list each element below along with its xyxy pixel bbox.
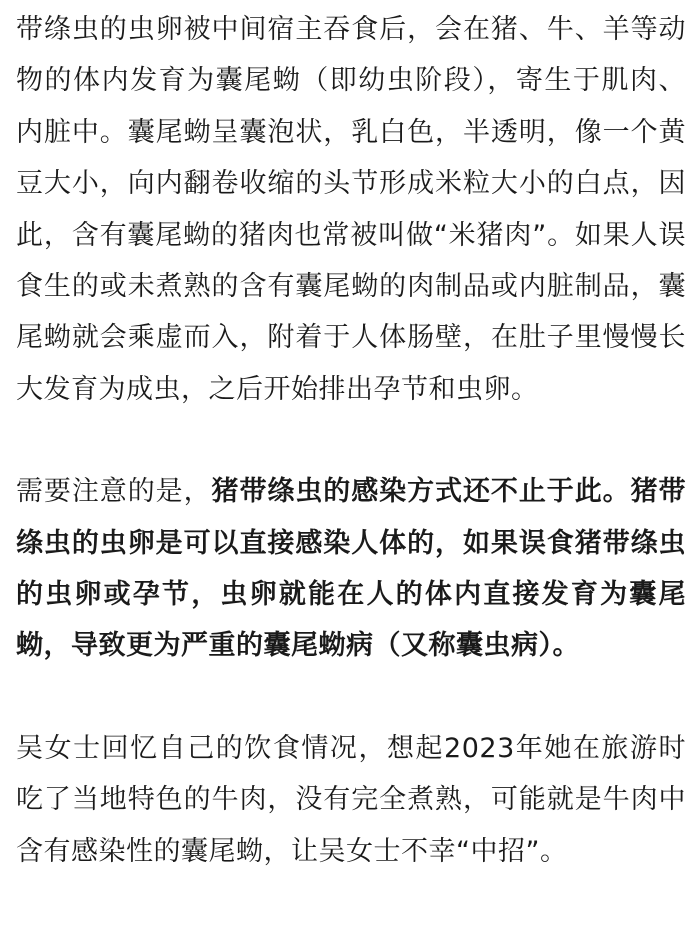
paragraph-infection-warning [16,466,686,672]
paragraph-emphasis-text: 猪带绦虫的感染方式还不止于此。猪带绦虫的虫卵是可以直接感染人体的，如果误食猪带绦虫的虫卵或孕节，虫卵就能在人的体内直接发育为囊尾蚴，导致更为严重的囊尾蚴病（又称囊虫病）。 [16,476,687,662]
paragraph-tapeworm-lifecycle [16,4,686,415]
paragraph-intro-text: 需要注意的是， [16,476,212,508]
paragraph-patient-history [16,723,686,877]
paragraph-text: 吴女士回忆自己的饮食情况，想起2023年她在旅游时吃了当地特色的牛肉，没有完全煮熟，可能就是牛肉中含有感染性的囊尾蚴，让吴女士不幸“中招”。 [16,732,686,867]
paragraph-text: 带绦虫的虫卵被中间宿主吞食后，会在猪、牛、羊等动物的体内发育为囊尾蚴（即幼虫阶段），寄生于肌肉、内脏中。囊尾蚴呈囊泡状，乳白色，半透明，像一个黄豆大小，向内翻卷收缩的头节形成米粒大小的白点，因此，含有囊尾蚴的猪肉也常被叫做“米猪肉”。如果人误食生的或未煮熟的含有囊尾蚴的肉制品或内脏制品，囊尾蚴就会乘虚而入，附着于人体肠壁，在肚子里慢慢长大发育为成虫，之后开始排出孕节和虫卵。 [16,14,686,405]
